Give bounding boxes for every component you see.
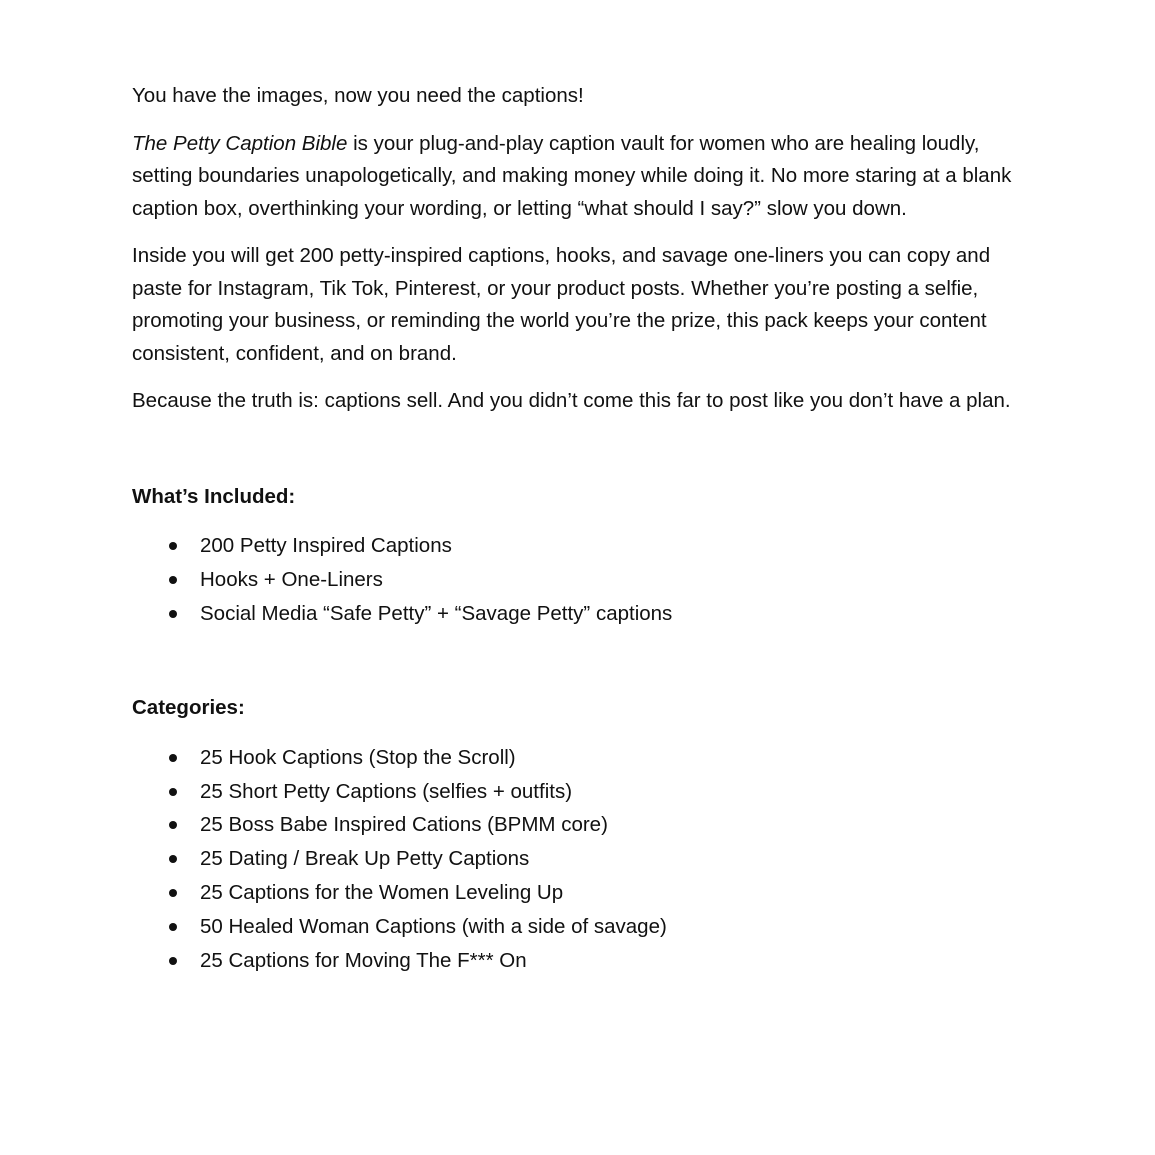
whats-included-heading: What’s Included: <box>132 484 296 508</box>
intro-paragraph-truth: Because the truth is: captions sell. And you didn’t come this far to post like you don’t have a plan. <box>132 389 1011 412</box>
included-list <box>132 529 1022 630</box>
intro-paragraph-bible <box>132 128 1022 226</box>
list-item: 25 Captions for Moving The F*** On <box>132 944 1022 978</box>
list-item: Social Media “Safe Petty” + “Savage Petty” captions <box>132 597 1022 631</box>
bible-description: is your plug-and-play caption vault for women who are healing loudly, setting boundaries unapologetically, and making money while doing it. No more staring at a blank caption box, overthinking your wording, or letting “what should I say?” slow you down. <box>132 131 1012 220</box>
list-item: 25 Hook Captions (Stop the Scroll) <box>132 741 1022 775</box>
categories-list <box>132 741 1022 978</box>
list-item: 25 Captions for the Women Leveling Up <box>132 876 1022 910</box>
list-item: 50 Healed Woman Captions (with a side of savage) <box>132 910 1022 944</box>
list-item: 25 Boss Babe Inspired Cations (BPMM core) <box>132 808 1022 842</box>
list-item: Hooks + One-Liners <box>132 563 1022 597</box>
document-page <box>132 80 1022 977</box>
list-item: 25 Dating / Break Up Petty Captions <box>132 842 1022 876</box>
categories-heading: Categories: <box>132 696 245 720</box>
list-item: 200 Petty Inspired Captions <box>132 529 1022 563</box>
book-title: The Petty Caption Bible <box>132 131 348 155</box>
list-item: 25 Short Petty Captions (selfies + outfits) <box>132 775 1022 809</box>
intro-line: You have the images, now you need the captions! <box>132 84 584 107</box>
intro-paragraph-inside: Inside you will get 200 petty-inspired captions, hooks, and savage one-liners you can copy and paste for Instagram, Tik Tok, Pinterest, or your product posts. Whether you’re posting a selfie, promoting your business, or reminding the world you’re the prize, this pack keeps your content consistent, confident, and on brand. <box>132 244 991 365</box>
